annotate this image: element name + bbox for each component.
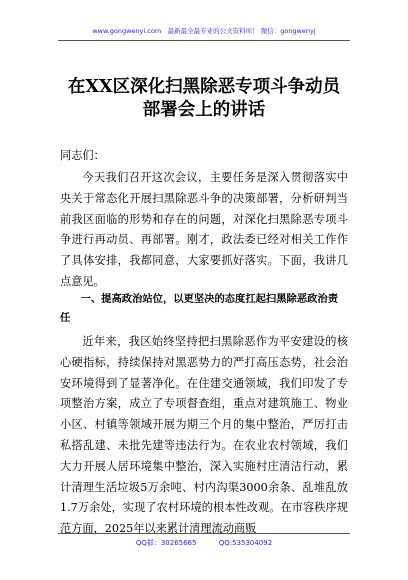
page-footer [0,538,408,548]
header-divider [58,40,350,41]
header-text: www.gongwenyi.com 最新最全最专业的公文资料库！ 微信：gongwenyj [92,27,316,35]
salutation: 同志们： [60,149,105,162]
page-header [0,26,408,35]
footer-divider [58,533,350,534]
footer-qq: QQ:535304092 [218,539,273,547]
paragraph-intro: 今天我们召开这次会议，主要任务是深入贯彻落实中央关于常态化开展扫黑除恶斗争的决策部署，分析研判当前我区面临的形势和存在的问题，对深化扫黑除恶专项斗争进行再动员、再部署。刚才，政法委已经对相关工作作了具体安排，我都同意，大家要抓好落实。下面，我讲几点意见。 [60,171,348,288]
paragraph-section-1: 近年来，我区始终坚持把扫黑除恶作为平安建设的核心硬指标，持续保持对黑恶势力的严打高压态势，社会治安环境得到了显著净化。在住建交通领域，我们印发了专项整治方案，成立了专项督查组，重点对建筑施工、物业小区、村镇等领域开展为期三个月的集中整治，严厉打击私搭乱建、未批先建等违法行为。在农业农村领域，我们大力开展人居环境集中整治，深入实施村庄清洁行动，累计清理生活垃圾5万余吨、村内沟渠3000余条、乱堆乱放1.7万余处，实现了农村环境的根本性改观。在市容秩序规范方面，2025年以来累计清理流动商贩 [60,335,348,536]
section-heading-1: 一、提高政治站位，以更坚决的态度扛起扫黑除恶政治责任 [60,293,339,324]
footer-qq-group: QQ群：30265665 [135,539,197,547]
document-title: 在XX区深化扫黑除恶专项斗争动员部署会上的讲话 [67,77,341,120]
